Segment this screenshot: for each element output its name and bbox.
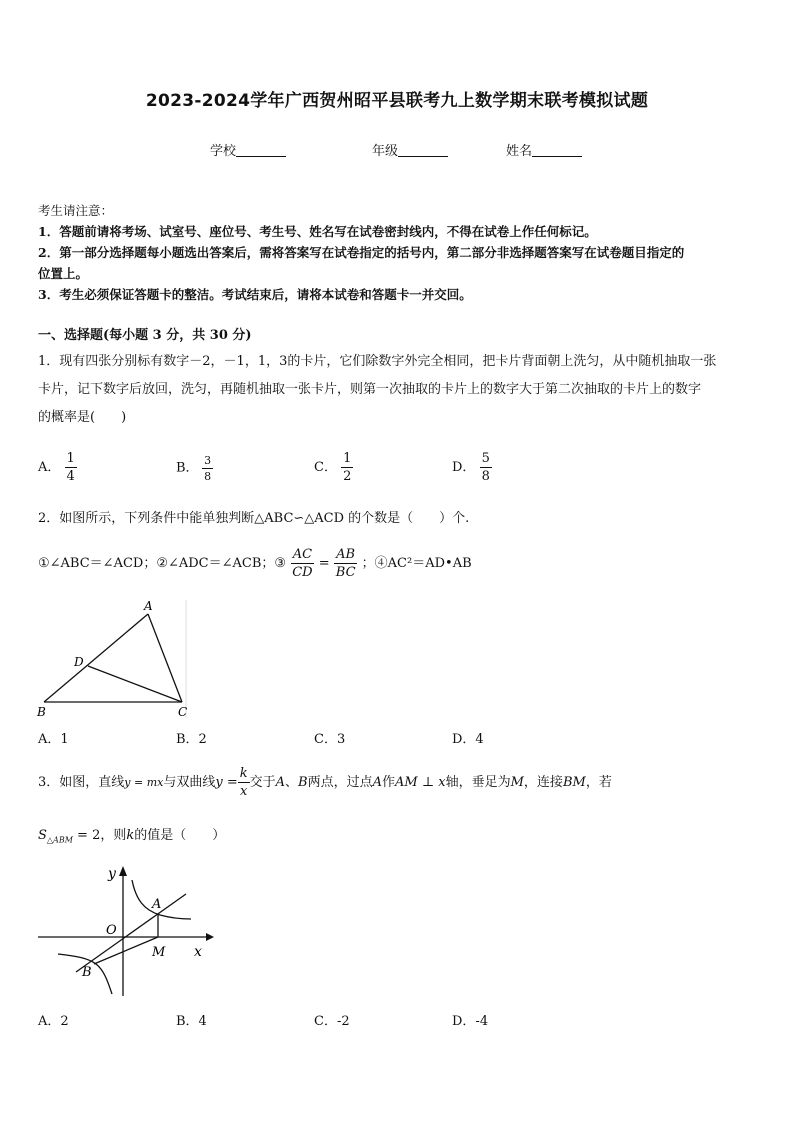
name-blank [532, 142, 582, 157]
q1-option-d-label: D． [452, 460, 476, 475]
segment-dc [88, 666, 182, 702]
q3-line2-end: 的值是（ ） [134, 828, 226, 843]
q1-option-d-den: 8 [481, 469, 490, 484]
q3-k-over-x [238, 767, 250, 798]
label-x: x [194, 944, 202, 960]
q3-point-a: A [275, 775, 286, 790]
side-ac [148, 614, 182, 702]
line-y-mx [76, 894, 186, 972]
q3-line-2 [38, 822, 225, 855]
q3-mid-5: 轴，垂足为 [445, 775, 511, 790]
q1-option-a-den: 4 [66, 469, 75, 484]
q3-k2: k [126, 828, 135, 843]
q1-option-b-label: B． [176, 460, 199, 476]
q2-cond-4: ；④AC²＝AD•AB [361, 556, 472, 571]
q1-option-c-label: C． [314, 460, 337, 475]
q3-x: x [240, 784, 248, 799]
q2-frac-ac: AC [292, 547, 313, 562]
hyperbola-upper-branch [132, 880, 191, 919]
notice-block [38, 200, 684, 305]
q3-graph-figure [36, 860, 216, 1000]
q3-sep: 、 [285, 775, 299, 790]
q1-option-b-fraction [202, 455, 213, 482]
q2-triangle-figure [36, 598, 188, 720]
q1-line-1: 1．现有四张分别标有数字－2，－1，1，3的卡片，它们除数字外完全相同，把卡片背面朝上洗匀，从中随机抽取一张 [38, 354, 717, 369]
q1-option-b-num: 3 [204, 454, 212, 467]
q1-option-c-num: 1 [343, 451, 352, 466]
q1-option-a-fraction [65, 452, 77, 483]
q2-option-d: D．4 [452, 732, 484, 747]
q3-am: AM [395, 775, 418, 790]
q1-option-a [38, 452, 77, 483]
label-b: B [82, 965, 92, 980]
q3-mid-2: 交于 [249, 775, 276, 790]
q3-line-equation: y = mx [124, 776, 164, 789]
school-label: 学校 [210, 144, 237, 159]
q3-point-b: B [298, 775, 308, 790]
q1-option-d [452, 452, 492, 483]
notice-heading: 考生请注意： [38, 203, 114, 218]
q3-option-c: C．-2 [314, 1014, 350, 1029]
q1-option-c-den: 2 [343, 469, 352, 484]
name-label: 姓名 [506, 144, 533, 159]
grade-field [372, 140, 448, 159]
school-blank [236, 142, 286, 157]
q3-line2-rest: ，则 [100, 828, 127, 843]
q3-perp: ⊥ [421, 775, 435, 790]
q3-mid-4: 作 [382, 775, 396, 790]
q1-option-c [314, 452, 353, 483]
q1-option-a-label: A． [38, 460, 61, 475]
q2-cond-1-2: ①∠ABC＝∠ACD；②∠ADC＝∠ACB；③ [38, 556, 287, 571]
q2-frac-ac-cd [290, 548, 314, 579]
segment-bm [94, 937, 158, 964]
q3-area-sub: △ABM [46, 835, 73, 845]
q1-option-a-num: 1 [66, 451, 75, 466]
q1-option-b-den: 8 [204, 470, 212, 483]
q2-frac-bc: BC [335, 565, 356, 580]
q3-pre: 3．如图，直线 [38, 775, 125, 790]
notice-item-2-cont: 位置上。 [38, 266, 89, 281]
q2-option-a: A．1 [38, 732, 69, 747]
q1-option-c-fraction [341, 452, 353, 483]
q3-x-axis: x [438, 775, 446, 790]
label-a: A [144, 599, 153, 613]
grade-label: 年级 [372, 144, 399, 159]
label-o: O [106, 923, 117, 938]
q2-option-c: C．3 [314, 732, 346, 747]
notice-item-2: 2．第一部分选择题每小题选出答案后，需将答案写在试卷指定的括号内，第二部分非选择题答案写在试卷题目指定的 [38, 245, 685, 260]
notice-item-1: 1．答题前请将考场、试室号、座位号、考生号、姓名写在试卷密封线内，不得在试卷上作任何标记。 [38, 224, 597, 239]
q2-line-1: 2．如图所示，下列条件中能单独判断△ABC∽△ACD 的个数是（ ）个. [38, 511, 470, 526]
page-title: 2023-2024学年广西贺州昭平县联考九上数学期末联考模拟试题 [145, 91, 649, 111]
q3-bm: BM [562, 775, 586, 790]
q3-k: k [239, 766, 248, 781]
q3-area-eq: = 2 [77, 828, 101, 843]
q3-option-a: A．2 [38, 1014, 69, 1029]
label-d: D [74, 655, 84, 669]
school-field [210, 140, 286, 159]
q3-area-s: S [38, 828, 47, 843]
q1-line-3: 的概率是( ) [38, 410, 127, 425]
name-field [506, 140, 582, 159]
q3-mid-1: 与双曲线 [163, 775, 216, 790]
q3-hyperbola-lhs: y = [215, 775, 238, 790]
notice-item-3: 3．考生必须保证答题卡的整洁。考试结束后，请将本试卷和答题卡一并交回。 [38, 287, 472, 302]
y-axis-arrow-icon [119, 866, 127, 876]
q1-option-d-fraction [480, 452, 492, 483]
q2-frac-cd: CD [292, 565, 313, 580]
q2-equals: = [318, 556, 330, 571]
q1-option-d-num: 5 [481, 451, 490, 466]
question-1 [38, 348, 716, 432]
label-m: M [152, 945, 166, 960]
q3-mid-3: 两点，过点 [307, 775, 373, 790]
label-c: C [178, 705, 188, 719]
section-heading: 一、选择题(每小题 3 分，共 30 分) [38, 328, 252, 343]
q1-option-b [176, 455, 213, 482]
q3-mid-6: ，连接 [523, 775, 563, 790]
q2-option-b: B．2 [176, 732, 207, 747]
q2-conditions [38, 548, 472, 580]
side-ab [44, 614, 148, 702]
q1-line-2: 卡片，记下数字后放回，洗匀，再随机抽取一张卡片，则第一次抽取的卡片上的数字大于第二次抽取的卡片上的数字 [38, 382, 702, 397]
label-a: A [152, 897, 162, 912]
q3-point-m: M [510, 775, 524, 790]
q3-mid-7: ，若 [585, 775, 612, 790]
q3-point-a2: A [372, 775, 383, 790]
q2-frac-ab: AB [336, 547, 356, 562]
q3-option-d: D．-4 [452, 1014, 489, 1029]
q3-line-1 [38, 766, 612, 800]
label-y: y [108, 866, 116, 882]
grade-blank [398, 142, 448, 157]
q2-frac-ab-bc [334, 548, 358, 579]
x-axis-arrow-icon [206, 933, 214, 941]
label-b: B [37, 705, 46, 719]
q3-option-b: B．4 [176, 1014, 207, 1029]
